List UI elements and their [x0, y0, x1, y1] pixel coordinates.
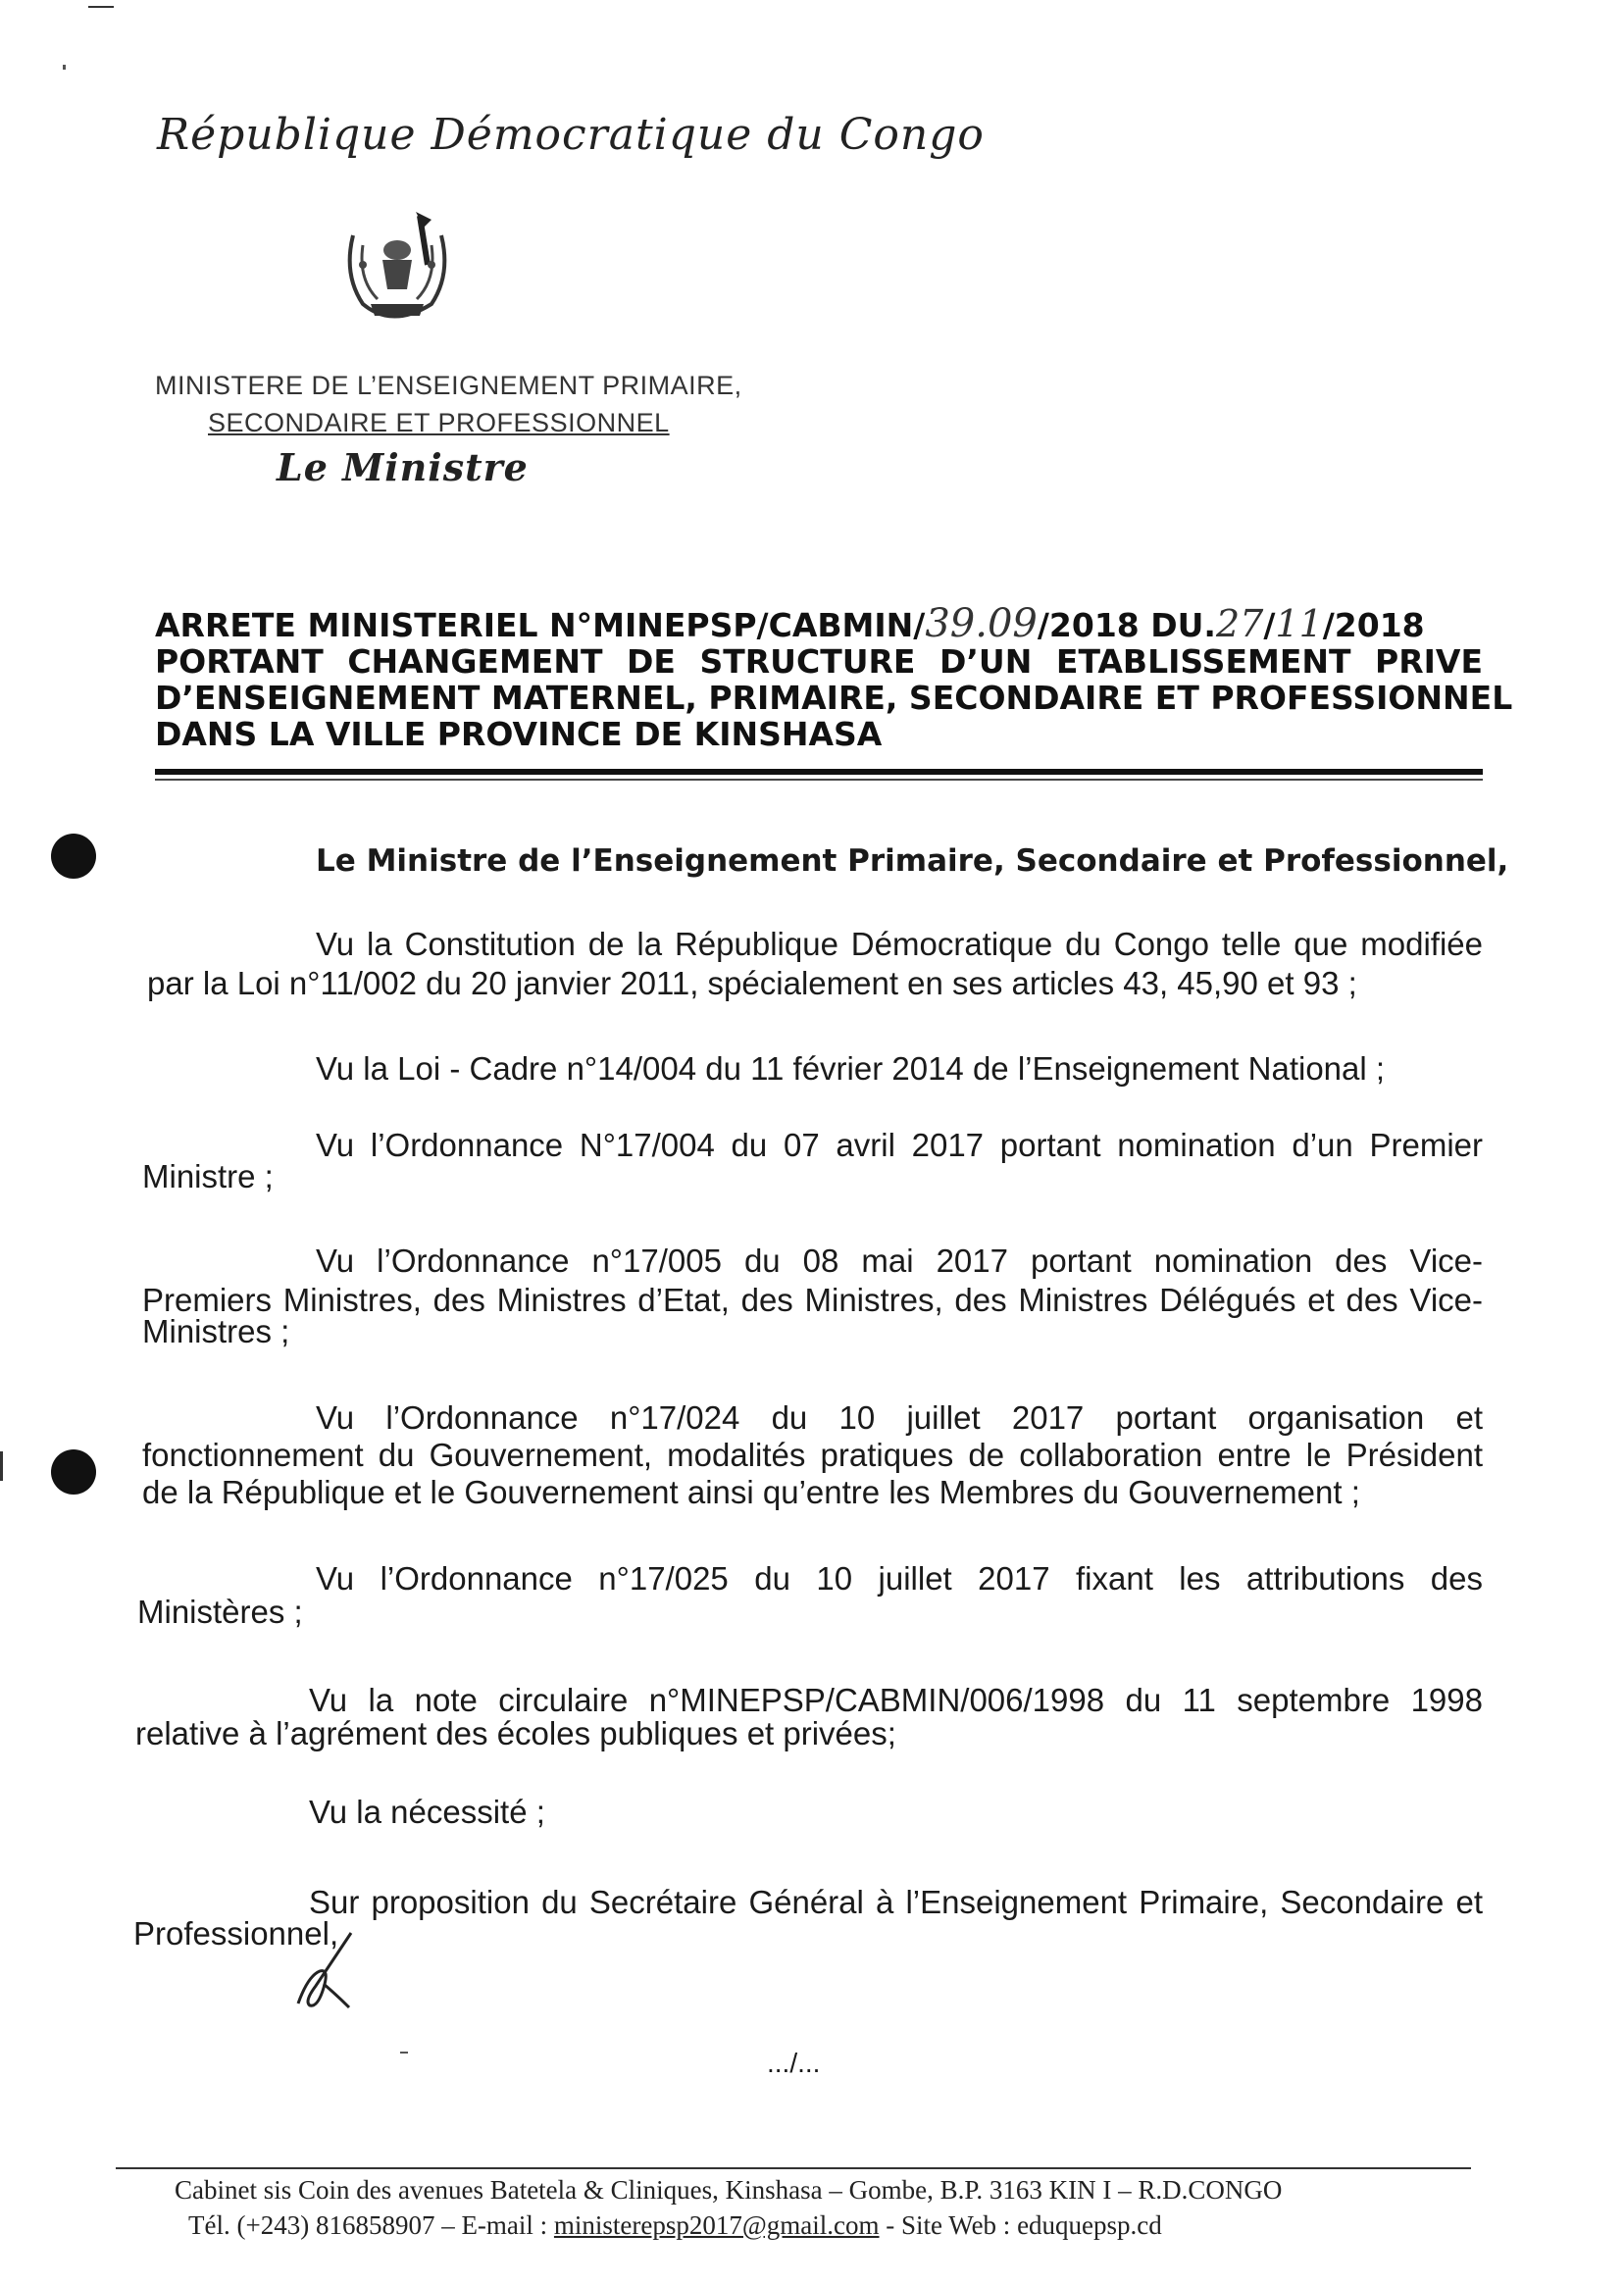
title-prefix: ARRETE MINISTERIEL N°MINEPSP/CABMIN/: [155, 606, 926, 644]
title-suffix: /2018: [1322, 606, 1425, 644]
punch-hole: [51, 1449, 96, 1495]
consideration-1-line-2: par la Loi n°11/002 du 20 janvier 2011, spécialement en ses articles 43, 45,90 et 93 ;: [147, 965, 1357, 1001]
consideration-6-line-1: Vu l’Ordonnance n°17/025 du 10 juillet 2017 fixant les attributions des: [316, 1560, 1483, 1597]
footer-tel: Tél. (+243) 816858907 – E-mail :: [188, 2210, 554, 2240]
scan-mark: [63, 65, 66, 70]
consideration-9-line-2: Professionnel,: [133, 1915, 339, 1952]
minister-heading: Le Ministre de l’Enseignement Primaire, Secondaire et Professionnel,: [316, 843, 1509, 879]
continuation-mark: .../...: [767, 2048, 821, 2078]
consideration-4-line-3: Ministres ;: [142, 1313, 290, 1349]
consideration-8: Vu la nécessité ;: [309, 1794, 545, 1830]
title-line-3: D’ENSEIGNEMENT MATERNEL, PRIMAIRE, SECONDAIRE ET PROFESSIONNEL: [155, 679, 1513, 717]
footer-email-link[interactable]: ministerepsp2017@gmail.com: [553, 2210, 880, 2240]
consideration-7-line-2: relative à l’agrément des écoles publiques et privées;: [135, 1715, 896, 1751]
consideration-1-line-1: Vu la Constitution de la République Démocratique du Congo telle que modifiée: [316, 926, 1483, 962]
consideration-5-line-1: Vu l’Ordonnance n°17/024 du 10 juillet 2017 portant organisation et: [316, 1399, 1483, 1436]
title-rule: [155, 769, 1483, 775]
decree-number-handwritten: 39.09: [925, 601, 1038, 646]
consideration-4-line-1: Vu l’Ordonnance n°17/005 du 08 mai 2017 portant nomination des Vice-: [316, 1243, 1483, 1279]
scan-mark: [88, 6, 114, 8]
republic-heading: République Démocratique du Congo: [157, 110, 985, 160]
consideration-4-line-2: Premiers Ministres, des Ministres d’Etat, des Ministres, des Ministres Délégués et des Vice-: [142, 1282, 1483, 1318]
footer-contact: [188, 2210, 1162, 2240]
consideration-9-line-1: Sur proposition du Secrétaire Général à l’Enseignement Primaire, Secondaire et: [309, 1884, 1483, 1920]
consideration-3-line-1: Vu l’Ordonnance N°17/004 du 07 avril 2017 portant nomination d’un Premier: [316, 1127, 1483, 1163]
punch-hole: [51, 834, 96, 879]
consideration-3-line-2: Ministre ;: [142, 1158, 274, 1194]
scan-mark: [400, 2052, 408, 2054]
le-ministre: Le Ministre: [277, 445, 529, 489]
title-line-2: PORTANT CHANGEMENT DE STRUCTURE D’UN ETABLISSEMENT PRIVE: [155, 642, 1483, 681]
title-line-1: [155, 601, 1483, 646]
footer-rule: [116, 2167, 1471, 2169]
footer-site: - Site Web : eduquepsp.cd: [879, 2210, 1162, 2240]
title-mid: /2018 DU.: [1037, 606, 1216, 644]
decree-title: [155, 601, 1513, 753]
ministry-line-1: MINISTERE DE L’ENSEIGNEMENT PRIMAIRE,: [155, 371, 742, 400]
consideration-5-line-3: de la République et le Gouvernement ainsi qu’entre les Membres du Gouvernement ;: [142, 1474, 1360, 1510]
decree-month-handwritten: 11: [1275, 602, 1323, 645]
footer-address: Cabinet sis Coin des avenues Batetela & Cliniques, Kinshasa – Gombe, B.P. 3163 KIN I – R.D.CONGO: [175, 2175, 1283, 2205]
decree-day-handwritten: 27: [1215, 602, 1264, 645]
title-sep: /: [1263, 606, 1276, 644]
title-rule-thin: [155, 779, 1483, 781]
coat-of-arms-icon: [333, 206, 461, 333]
handwritten-initials-icon: [290, 1927, 369, 2015]
consideration-2: Vu la Loi - Cadre n°14/004 du 11 février 2014 de l’Enseignement National ;: [316, 1050, 1386, 1087]
consideration-6-line-2: Ministères ;: [137, 1594, 303, 1630]
title-line-4: DANS LA VILLE PROVINCE DE KINSHASA: [155, 715, 883, 753]
consideration-7-line-1: Vu la note circulaire n°MINEPSP/CABMIN/006/1998 du 11 septembre 1998: [309, 1682, 1483, 1718]
scan-mark: [0, 1451, 3, 1481]
consideration-5-line-2: fonctionnement du Gouvernement, modalités pratiques de collaboration entre le Président: [142, 1437, 1483, 1473]
ministry-line-2: SECONDAIRE ET PROFESSIONNEL: [208, 408, 670, 437]
